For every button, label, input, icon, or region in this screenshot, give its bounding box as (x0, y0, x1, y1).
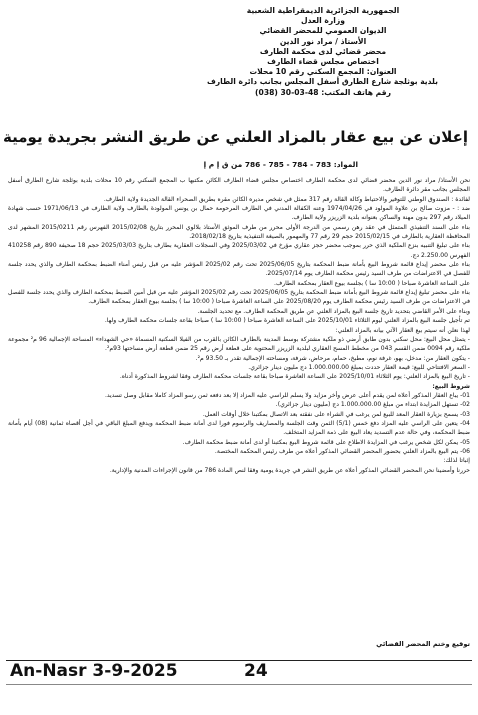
condition-item: 02- تستهل المزايدة ابتداء من مبلغ 1.000.000.00 دج (مليون دينار جزائري). (275, 401, 470, 409)
body-paragraph: لفائدة : الصندوق الوطني للتوفير والاحتياط وكالة القالة رقم 317 ممثل في شخص مديره الكائن مقره بطريق الصحراء القالة الجديدة ولاية الطارف. (103, 195, 470, 203)
condition-item: 06- يتم البيع بالمزاد العلني بحضور المحضر القضائي المذكور أعلاه من طرف رئيس المحكمة المختصة. (214, 447, 470, 455)
body-paragraph: حررنا وأمضينا نحن المحضر القضائي المذكور أعلاه عن طريق النشر في جريدة يومية وفقا لنص المادة 786 من قانون الإجراءات المدنية والإدارية. (109, 466, 470, 474)
condition-item: 04- يتعين على الراسي عليه المزاد دفع خمس (5/1) الثمن وقت الجلسة والمصاريف والرسوم فورا لدى أمانة ضبط المحكمة ويدفع المبلغ الباقي في أجل أقصاه ثمانية (08) أيام بأمانة ضبط المحكمة، وفي حالة عدم التسديد يعاد البيع على ذمة المزايد المتخلف. (8, 419, 470, 437)
header-line: الأستاذ / مراد نور الدين (279, 36, 367, 46)
condition-item: 01- يباع العقار المذكور أعلاه لمن يقدم أعلى عرض وأخر مزايد ولا يسلم للراسي عليه المزاد إلا بعد دفعه ثمن رسو المزاد كاملا مقابل وصل تسديد. (104, 391, 470, 399)
header-line: محضر قضائي لدى محكمة الطارف (259, 46, 387, 56)
body-paragraph: ضد : - مزوت صالح بن علاوة المولود في 1974/04/26 وعنه الكفالة المدني في الطارف المرحومة حمال بن يونس المولودة بالطارف ولاية الطارف في 1971/06/13 حسب شهادة الميلاد رقم 297 بدون مهنة والساكن بعنوانه بلدية الزريزر ولاية الطارف. (8, 205, 470, 222)
body-paragraph: على الساعة العاشرة صباحا ( 10:00 سا ) بجلسة بيوع العقار بمحكمة الطارف. (274, 279, 470, 287)
header-line: وزارة العدل (301, 16, 345, 26)
page-number: 24 (244, 661, 268, 681)
body-paragraph: - السعر الافتتاحي للبيع: قيمة العقار حددت بمبلغ 1.000.000.00 دج مليون دينار جزائري. (248, 363, 470, 371)
body-paragraph: - يتكون العقار من: مدخل، بهو، غرفة نوم، مطبخ، حمام، مرحاض، شرفة، ومساحته الإجمالية تقدر بـ 93.50 م². (195, 354, 470, 362)
body-paragraph: لهذا نعلن أنه سيتم بيع العقار الآتي بيانه بالمزاد العلني: (335, 326, 470, 334)
divider (6, 684, 472, 685)
announcement-body (8, 176, 470, 475)
body-paragraph: نحن الأستاذ/ مراد نور الدين محضر قضائي لدى محكمة الطارف اختصاص مجلس قضاء الطارف الكائن مكتبها ب المجمع السكني رقم 10 محلات بلدية بوثلجة شارع الطارق أسفل المجلس بجانب مقر دائرة الطارف. (8, 177, 470, 194)
body-paragraph: - تاريخ البيع بالمزاد العلني: يوم الثلاثاء 2025/10/01 على الساعة العاشرة صباحا بقاعة جلسات محكمة الطارف وفقا لشروط المذكورة أدناه. (119, 373, 470, 381)
header-line: الديوان العمومي للمحضر القضائي (259, 26, 387, 36)
body-paragraph: بناء على محضر إيداع قائمة شروط البيع بأمانة ضبط المحكمة بتاريخ 2025/06/05 تحت رقم 2025/02 المؤشر عليه من قبل رئيس أمناء الضبط بمحكمة الطارف والذي يحدد جلسة للفصل في الاعتراضات من طرف السيد رئيس محكمة الطارف يوم 2025/07/14. (8, 261, 470, 278)
official-header (208, 6, 438, 98)
newspaper-date: An-Nasr 3-9-2025 (10, 661, 178, 681)
header-line: رقم هاتف المكتب: 48-03-30 (038) (255, 87, 391, 97)
conditions-heading: شروط البيع: (432, 382, 470, 390)
header-line: اختصاص مجلس قضاء الطارف (267, 57, 379, 67)
body-paragraph: بناء على محضر تبليغ إيداع قائمة شروط البيع بأمانة ضبط المحكمة بتاريخ 2025/06/05 تحت رقم 2025/02 المؤشر عليه من قبل أمين الضبط بمحكمة الطارف والذي يحدد جلسة للفصل في الاعتراضات من طرف السيد رئيس محكمة الطارف يوم 2025/08/20 على الساعة العاشرة صباحا ( 10:00 سا ) بجلسة بيوع العقار بمحكمة الطارف. (8, 289, 470, 306)
header-line: العنوان: المجمع السكني رقم 10 محلات (249, 67, 397, 77)
condition-item: 05- يمكن لكل شخص يرغب في المزايدة الاطلاع على قائمة شروط البيع بمكتبنا أو لدى أمانة ضبط محكمة الطارف. (182, 438, 470, 446)
body-paragraph: وبناء على الأمر القاضي بتحديد تاريخ جلسة البيع بالمزاد العلني عن طريق المحكمة الطارف. مع تحديد الجلسة. (197, 307, 470, 315)
body-paragraph: - يتمثل محل البيع: محل سكني بدون طابق أرضي ذو ملكية مشتركة بوسط المدينة بالطارف الكائن بالقرب من الفيلا السكنية المسماة «حي الشهداء» المساحة الإجمالية 96 م² مجموعة ملكية رقم 0094 ضمن القسم 043 من مخطط المسح العقاري لبلدية الزريزر المحتوية على قطعة أرض رقم 25 ضمن قطعة أرض مساحتها 93م². (8, 335, 470, 353)
announcement-title: إعلان عن بيع عقار بالمزاد العلني عن طريق النشر بجريدة يومية (3, 128, 468, 146)
body-paragraph: بناء على السند التنفيذي المتمثل في عقد رهن رسمي من الدرجة الأولى محرر من طرف الموثق الأستاذ بلالوي المحرر بتاريخ 2015/02/08 الفهرس رقم 2015/0211 المشهر لدى المحافظة العقارية بالطارف في 2015/02/15 حجم 29 رقم 77 والمهمور بالصيغة التنفيذية بتاريخ 2018/02/18. (8, 223, 470, 241)
condition-item: 03- يسمح بزيارة العقار المعد للبيع لمن يرغب في الشراء على نفقته بعد الاتصال بمكتبنا خلال أوقات العمل. (202, 410, 470, 418)
header-line: بلدية بوثلجة شارع الطارق أسفل المجلس بجانب دائرة الطارف (206, 77, 438, 87)
signature-line: توقيع وختم المحضر القضائي (376, 640, 470, 648)
body-paragraph: إثباتا لذلك: (443, 457, 470, 465)
body-paragraph: بناء على تبليغ التنبيه بنزع الملكية الذي حرر بموجب محضر حجز عقاري مؤرخ في 2025/03/02 وفي السجلات العقارية بطارف بتاريخ 2025/03/03 حجم 18 صحيفة 890 رقم 410258 الفهرس 2.250.00 دج. (8, 242, 470, 259)
body-paragraph: تم تأجيل جلسة البيع بالمزاد العلني ليوم الثلاثاء 2025/10/01 على الساعة العاشرة صباحا ( 10:00 سا ) صباحا بقاعة جلسات محكمة الطارف ولها. (104, 317, 470, 325)
header-line: الجمهورية الجزائرية الديمقراطية الشعبية (246, 6, 400, 15)
announcement-subtitle: المواد: 783 - 784 - 785 - 786 من ق إ م إ (203, 160, 358, 169)
